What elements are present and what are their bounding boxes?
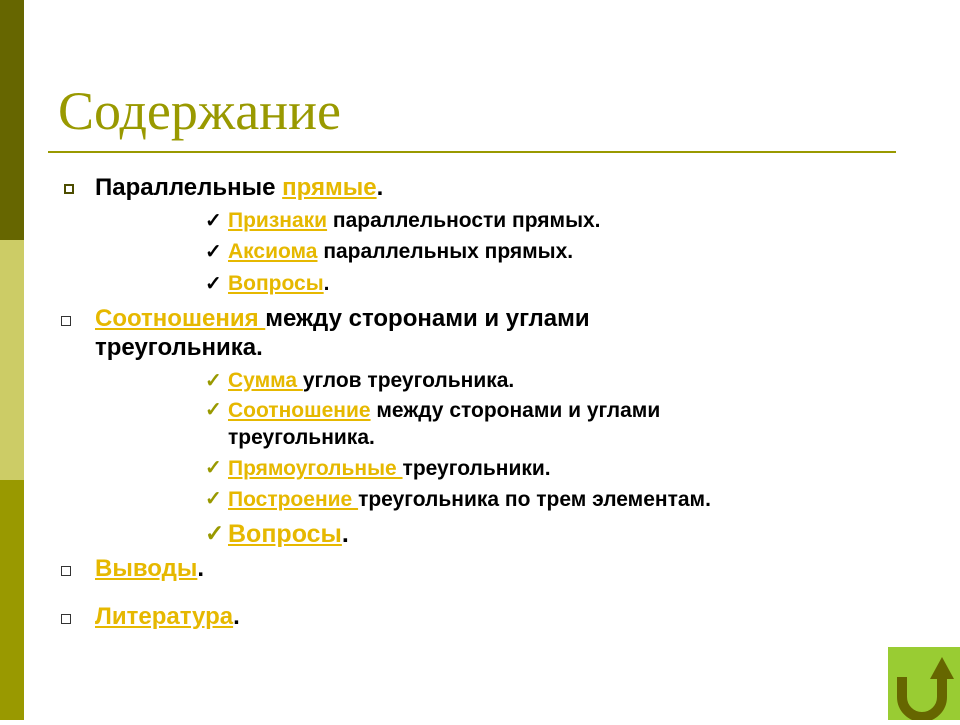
sidebar-band-light	[0, 240, 24, 480]
item-text: Параллельные	[95, 174, 283, 201]
list-item	[95, 174, 383, 202]
list-item	[228, 368, 514, 394]
list-item-continuation: треугольника.	[228, 426, 375, 449]
list-item	[228, 519, 349, 549]
check-icon: ✓	[205, 210, 222, 232]
check-icon: ✓	[205, 488, 222, 510]
square-bullet-icon	[61, 566, 71, 576]
link-sootnoshenie[interactable]: Соотношение	[228, 399, 371, 422]
title-divider	[48, 151, 896, 153]
item-text: .	[197, 555, 205, 582]
item-text: .	[341, 520, 349, 548]
item-text: .	[233, 603, 240, 630]
link-sootnosheniya[interactable]: Соотношения	[95, 305, 266, 332]
square-bullet-icon	[61, 614, 71, 624]
item-text: треугольники.	[402, 457, 551, 480]
list-item	[228, 456, 551, 482]
sidebar-band-mid	[0, 480, 24, 720]
return-button[interactable]	[888, 647, 960, 720]
link-summa[interactable]: Сумма	[228, 369, 303, 392]
list-item	[228, 271, 330, 297]
item-text: между сторонами и углами	[265, 305, 590, 332]
link-vyvody[interactable]: Выводы	[95, 555, 198, 582]
item-text: .	[376, 174, 384, 201]
list-item	[228, 239, 573, 265]
check-icon: ✓	[205, 241, 222, 263]
item-text: параллельности прямых.	[327, 209, 601, 232]
item-text: параллельных прямых.	[317, 240, 574, 263]
square-bullet-icon	[61, 316, 71, 326]
item-text: треугольника по трем элементам.	[358, 488, 711, 511]
list-item	[95, 603, 240, 631]
square-bullet-icon	[64, 184, 74, 194]
link-literatura[interactable]: Литература	[95, 603, 234, 630]
link-postroenie[interactable]: Построение	[228, 488, 359, 511]
check-icon: ✓	[205, 520, 225, 546]
check-icon: ✓	[205, 370, 222, 392]
link-pryamougolnye[interactable]: Прямоугольные	[228, 457, 403, 480]
list-item	[228, 208, 601, 234]
list-item-continuation: треугольника.	[95, 334, 263, 361]
item-text: между сторонами и углами	[370, 399, 661, 422]
return-arrow-icon	[888, 647, 960, 720]
link-priznaki[interactable]: Признаки	[228, 209, 328, 232]
check-icon: ✓	[205, 457, 222, 479]
item-text: углов треугольника.	[302, 369, 515, 392]
list-item	[228, 398, 660, 424]
item-text: .	[323, 272, 330, 295]
list-item	[95, 305, 590, 333]
link-voprosy-2[interactable]: Вопросы	[228, 520, 342, 548]
list-item	[228, 487, 711, 513]
sidebar-band-dark	[0, 0, 24, 240]
check-icon: ✓	[205, 273, 222, 295]
link-voprosy-1[interactable]: Вопросы	[228, 272, 324, 295]
link-pryamye[interactable]: прямые	[282, 174, 377, 201]
check-icon: ✓	[205, 399, 222, 421]
list-item	[95, 555, 204, 583]
link-aksioma[interactable]: Аксиома	[228, 240, 318, 263]
slide-title: Содержание	[58, 81, 341, 141]
